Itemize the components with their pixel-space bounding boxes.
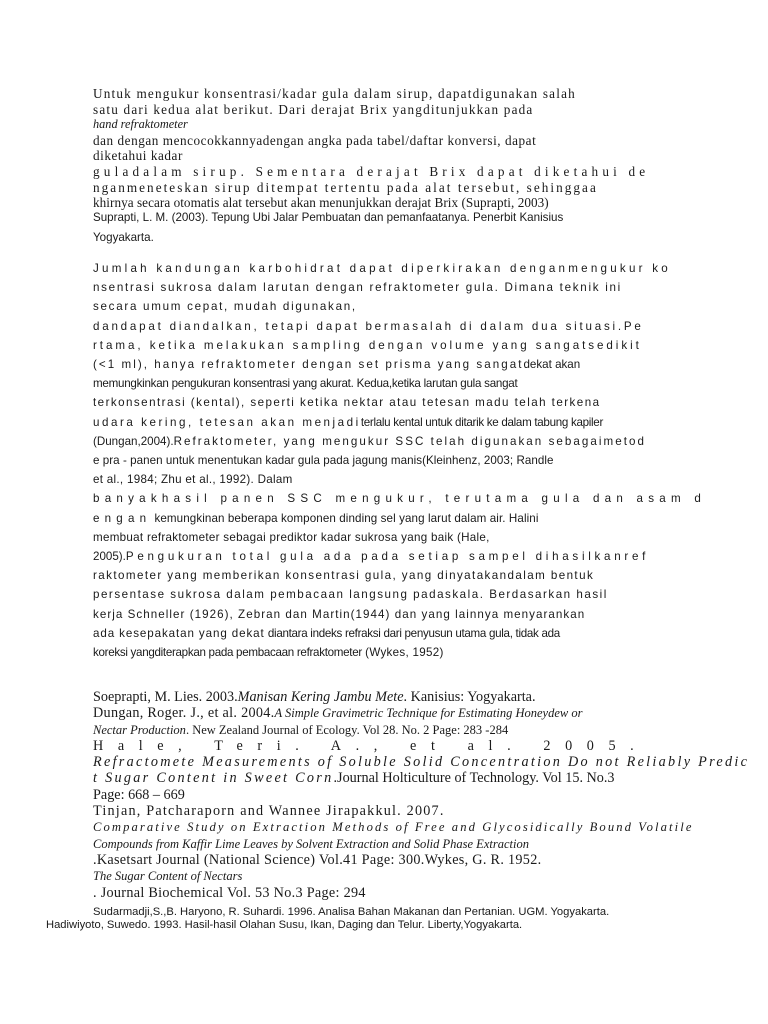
text-line: rtama, ketika melakukan sampling dengan volume yang sangatsedikit xyxy=(93,338,642,352)
paragraph-refraktometer xyxy=(93,259,707,662)
text-span-italic: Manisan Kering Jambu Mete xyxy=(237,689,404,705)
text-span: 2005). xyxy=(93,550,126,564)
text-span: kemungkinan beberapa komponen dinding sel yang larut dalam air. Halini xyxy=(154,511,539,525)
text-line xyxy=(93,770,683,786)
text-span-italic: A Simple Gravimetric Technique for Estimating Honeydew or xyxy=(274,706,583,721)
text-span: udara kering, tetesan akan menjadi xyxy=(93,415,361,429)
text-span-italic: Comparative Study on Extraction Methods of Free and Glycosidically Bound Volatile xyxy=(93,820,694,835)
text-line: Page: 668 – 669 xyxy=(93,786,185,803)
text-line-italic xyxy=(93,819,694,835)
text-line: et al., 1984; Zhu et al., 1992). Dalam xyxy=(93,473,293,487)
text-line: secara umum cepat, mudah digunakan, xyxy=(93,300,357,314)
text-line: nganmeneteskan sirup ditempat tertentu pada alat tersebut, sehinggaa xyxy=(93,179,598,195)
text-line: Suprapti, L. M. (2003). Tepung Ubi Jalar Pembuatan dan pemanfaatanya. Penerbit Kanisius xyxy=(93,211,564,224)
text-span: .Journal Holticulture of Technology. Vol 15. No.3 xyxy=(333,770,615,787)
text-line: Jumlah kandungan karbohidrat dapat diperkirakan denganmengukur ko xyxy=(93,262,671,275)
text-span: Pengukuran total gula ada pada setiap sampel dihasilkanref xyxy=(125,550,650,564)
text-line xyxy=(93,509,678,528)
text-line xyxy=(93,432,678,451)
text-line xyxy=(93,355,678,374)
reference-hale: Hale, Teri. A., et al. 2005. xyxy=(93,737,649,754)
text-line xyxy=(93,643,678,662)
text-span: engan xyxy=(93,511,152,525)
text-line: persentase sukrosa dalam pembacaan langsung padaskala. Berdasarkan hasil xyxy=(93,588,608,602)
text-line: guladalam sirup. Sementara derajat Brix dapat diketahui de xyxy=(93,163,650,179)
text-line: e pra - panen untuk menentukan kadar gula pada jagung manis(Kleinhenz, 2003; Randle xyxy=(93,454,554,468)
text-span-italic: t Sugar Content in Sweet Corn xyxy=(93,770,334,787)
text-line: nsentrasi sukrosa dalam larutan dengan refraktometer gula. Dimana teknik ini xyxy=(93,281,622,295)
text-line: raktometer yang memberikan konsentrasi gula, yang dinyatakandalam bentuk xyxy=(93,569,595,583)
text-line: kerja Schneller (1926), Zebran dan Martin(1944) dan yang lainnya menyarankan xyxy=(93,607,586,621)
text-line: dandapat diandalkan, tetapi dapat bermasalah di dalam dua situasi.Pe xyxy=(93,319,644,333)
text-line: satu dari kedua alat berikut. Dari derajat Brix yangditunjukkan pada xyxy=(93,101,534,117)
reference-hadiwiyoto: Hadiwiyoto, Suwedo. 1993. Hasil-hasil Olahan Susu, Ikan, Daging dan Telur. Liberty,Yogyakarta. xyxy=(46,919,523,932)
reference-soeprapti xyxy=(93,689,683,705)
reference-tinjan: Tinjan, Patcharaporn and Wannee Jirapakkul. 2007. xyxy=(93,803,445,820)
text-line-italic: Refractomete Measurements of Soluble Solid Concentration Do not Reliably Predic xyxy=(93,754,750,771)
text-span: (<1 ml), hanya refraktometer dengan set prisma yang sangat xyxy=(93,358,524,372)
text-line: Untuk mengukur konsentrasi/kadar gula dalam sirup, dapatdigunakan salah xyxy=(93,86,576,101)
text-line-italic: Compounds from Kaffir Lime Leaves by Solvent Extraction and Solid Phase Extraction xyxy=(93,836,529,851)
reference-sudarmadji: Sudarmadji,S.,B. Haryono, R. Suhardi. 1996. Analisa Bahan Makanan dan Pertanian. UGM. Yogyakarta. xyxy=(93,906,610,918)
reference-dungan-cont xyxy=(93,722,683,738)
paragraph-brix xyxy=(93,86,673,211)
text-span: (Wykes, 1952) xyxy=(365,646,444,660)
text-line: banyakhasil panen SSC mengukur, terutama gula dan asam d xyxy=(93,492,707,506)
citation-suprapti xyxy=(93,208,673,247)
text-line xyxy=(93,624,678,643)
text-span: (Dungan,2004). xyxy=(93,434,174,448)
text-span: dekat akan xyxy=(523,358,581,372)
reference-wykes-title: The Sugar Content of Nectars xyxy=(93,869,243,884)
text-span: Dungan, Roger. J., et al. 2004. xyxy=(93,705,275,722)
text-line: diketahui kadar xyxy=(93,148,183,164)
text-line: terkonsentrasi (kental), seperti ketika nektar atau tetesan madu telah terkena xyxy=(93,396,601,410)
text-span: . Kanisius: Yogyakarta. xyxy=(403,689,536,705)
text-line-italic: hand refraktometer xyxy=(93,117,188,132)
text-line: memungkinkan pengukuran konsentrasi yang akurat. Kedua,ketika larutan gula sangat xyxy=(93,377,518,391)
text-span: Soeprapti, M. Lies. 2003. xyxy=(93,689,238,705)
text-span: ada kesepakatan yang dekat xyxy=(93,626,265,640)
reference-dungan xyxy=(93,705,683,721)
text-span: diantara indeks refraksi dari penyusun utama gula, tidak ada xyxy=(267,626,560,640)
text-line xyxy=(93,413,678,432)
text-line: . Journal Biochemical Vol. 53 No.3 Page: 294 xyxy=(93,884,366,901)
text-line: Yogyakarta. xyxy=(93,230,154,244)
text-line xyxy=(93,547,678,566)
text-span: Refraktometer, yang mengukur SSC telah digunakan sebagaimetod xyxy=(173,434,647,448)
text-span: koreksi yangditerapkan pada pembacaan refraktometer xyxy=(93,646,362,660)
reference-list-extra xyxy=(0,906,768,933)
text-span: terlalu kental untuk ditarik ke dalam tabung kapiler xyxy=(360,415,603,429)
text-line: dan dengan mencocokkannyadengan angka pada tabel/daftar konversi, dapat xyxy=(93,132,537,148)
reference-list xyxy=(93,689,750,901)
text-line: membuat refraktometer sebagai prediktor kadar sukrosa yang baik (Hale, xyxy=(93,530,490,544)
text-line: .Kasetsart Journal (National Science) Vol.41 Page: 300.Wykes, G. R. 1952. xyxy=(93,851,542,868)
text-span-italic: Nectar Production xyxy=(93,722,186,737)
text-line: khirnya secara otomatis alat tersebut akan menunjukkan derajat Brix (Suprapti, 2003) xyxy=(93,195,549,211)
text-span: . New Zealand Journal of Ecology. Vol 28. No. 2 Page: 283 -284 xyxy=(185,722,509,737)
